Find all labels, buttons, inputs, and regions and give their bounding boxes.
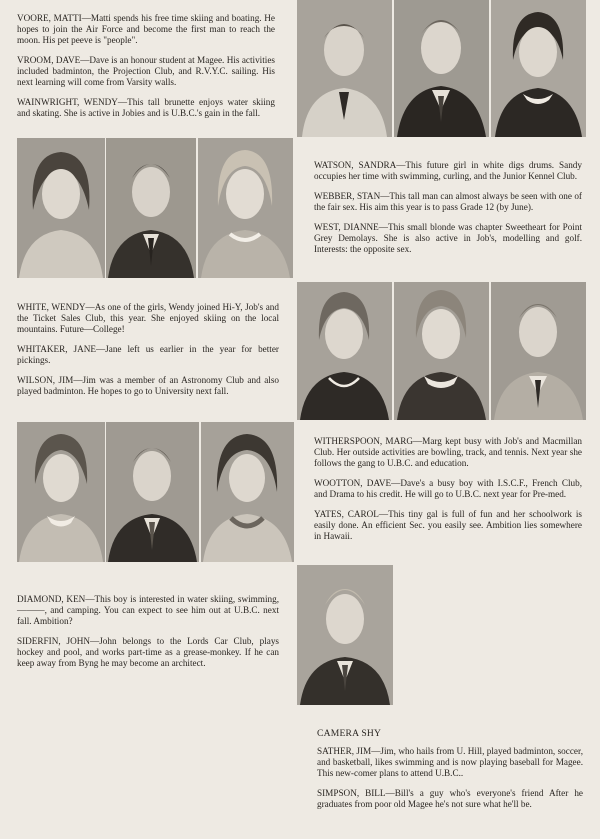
entry-siderfin: SIDERFIN, JOHN—John belongs to the Lords Car Club, plays hockey and pool, and works part-time as a grease-monkey. If he can keep away from Byng he may become an architect. (17, 636, 279, 668)
entry-voore: VOORE, MATTI—Matti spends his free time skiing and boating. He hopes to join the Air Force and become the first man to reach the moon. His pet peeve is "people". (17, 13, 275, 45)
portrait-photo-wainwright (491, 0, 586, 137)
entry-yates: YATES, CAROL—This tiny gal is full of fun and her schoolwork is easily done. An efficient Sec. you easily see. Ambition lies somewhere in Hawaii. (314, 509, 582, 541)
entry-white: WHITE, WENDY—As one of the girls, Wendy joined Hi-Y, Job's and the Ticket Sales Club, this year. She enjoyed skiing on the local mountains. Future—College! (17, 302, 279, 334)
portrait-photo-witherspoon (17, 422, 105, 562)
portrait-photo-webber (106, 138, 196, 278)
entry-vroom: VROOM, DAVE—Dave is an honour student at Magee. His activities included badminton, the Projection Club, and R.V.Y.C. sailing. His next learning will come from Varsity walls. (17, 55, 275, 87)
entry-webber: WEBBER, STAN—This tall man can almost always be seen with one of the fair sex. His aim this year is to pass Grade 12 (by June). (314, 191, 582, 212)
text-block-3 (17, 302, 279, 406)
entry-west: WEST, DIANNE—This small blonde was chapter Sweetheart for Point Grey Demolays. She is also active in Job's, modelling and golf. Interests: the opposite sex. (314, 222, 582, 254)
portrait-photo-whitaker (394, 282, 489, 420)
portrait-photo-voore (297, 0, 392, 137)
entry-wootton: WOOTTON, DAVE—Dave's a busy boy with I.S.C.F., French Club, and Drama to his credit. He will go to U.B.C. next year for Pre-med. (314, 478, 582, 499)
portrait-photo-wilson (491, 282, 586, 420)
text-block-1 (17, 13, 275, 128)
text-block-2 (314, 160, 582, 264)
camera-shy-heading: CAMERA SHY (317, 728, 382, 739)
portrait-photo-west (198, 138, 293, 278)
portrait-photo-watson (17, 138, 105, 278)
entry-witherspoon: WITHERSPOON, MARG—Marg kept busy with Job's and Macmillan Club. Her outside activities are bowling, track, and tennis. Next year she follows the gang to U.B.C. and education. (314, 436, 582, 468)
entry-watson: WATSON, SANDRA—This future girl in white digs drums. Sandy occupies her time with swimming, curling, and the Junior Kennel Club. (314, 160, 582, 181)
text-block-6 (317, 746, 583, 819)
portrait-photo-vroom (394, 0, 489, 137)
portrait-photo-wootton (106, 422, 199, 562)
portrait-photo-white (297, 282, 392, 420)
entry-diamond: DIAMOND, KEN—This boy is interested in water skiing, swimming, ———, and camping. You can expect to see him out at U.B.C. next fall. Ambition? (17, 594, 279, 626)
text-block-4 (314, 436, 582, 551)
entry-sather: SATHER, JIM—Jim, who hails from U. Hill, played badminton, soccer, and basketball, likes swimming and is now playing baseball for Magee. This new-comer plans to attend U.B.C.. (317, 746, 583, 778)
entry-simpson: SIMPSON, BILL—Bill's a guy who's everyone's friend After he graduates from poor old Magee he's not sure what he'll be. (317, 788, 583, 809)
entry-wainwright: WAINWRIGHT, WENDY—This tall brunette enjoys water skiing and skating. She is active in Jobies and is U.B.C.'s gain in the fall. (17, 97, 275, 118)
entry-whitaker: WHITAKER, JANE—Jane left us earlier in the year for better pickings. (17, 344, 279, 365)
text-block-5 (17, 594, 279, 678)
portrait-photo-diamond (297, 565, 393, 705)
portrait-photo-yates (201, 422, 294, 562)
entry-wilson: WILSON, JIM—Jim was a member of an Astronomy Club and also played badminton. He hopes to go to University next fall. (17, 375, 279, 396)
